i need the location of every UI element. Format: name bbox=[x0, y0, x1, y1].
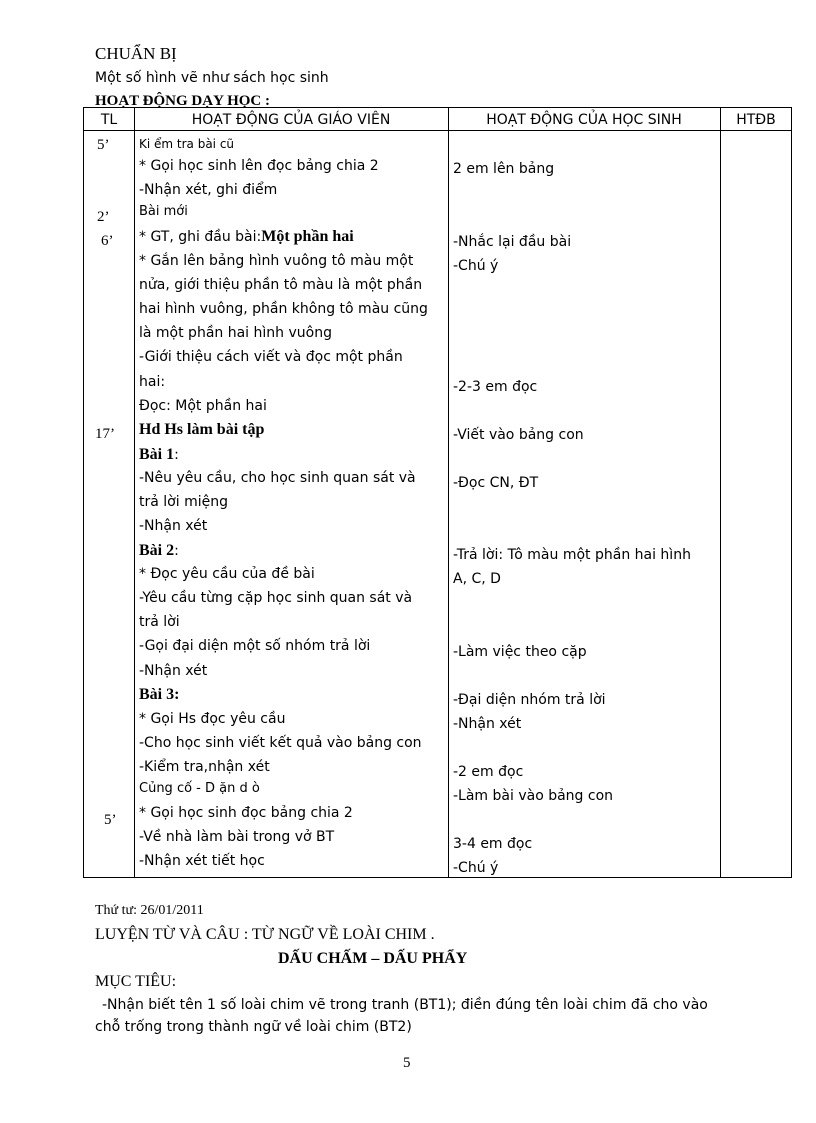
teacher-line: * GT, ghi đầu bài:Một phần hai bbox=[139, 228, 354, 245]
time-cell: 5’ bbox=[104, 812, 117, 828]
student-line: -Làm bài vào bảng con bbox=[453, 788, 614, 804]
teacher-line: * Gọi Hs đọc yêu cầu bbox=[139, 711, 286, 727]
date-line: Thứ tư: 26/01/2011 bbox=[95, 903, 204, 918]
student-line: -Đọc CN, ĐT bbox=[453, 475, 539, 491]
student-line: -Nhắc lại đầu bài bbox=[453, 234, 572, 250]
student-line: -Viết vào bảng con bbox=[453, 427, 584, 443]
teacher-line: -Nhận xét tiết học bbox=[139, 853, 265, 869]
page-number: 5 bbox=[403, 1055, 411, 1071]
objective-line: -Nhận biết tên 1 số loài chim vẽ trong tranh (BT1); điền đúng tên loài chim đã cho vào bbox=[102, 997, 708, 1013]
teacher-line: * Đọc yêu cầu của đề bài bbox=[139, 566, 315, 582]
student-line: 3-4 em đọc bbox=[453, 836, 533, 852]
header-note: HTĐB bbox=[736, 112, 776, 128]
objectives-title: MỤC TIÊU: bbox=[95, 973, 177, 990]
header-teacher: HOẠT ĐỘNG CỦA GIÁO VIÊN bbox=[191, 112, 391, 128]
teacher-line: -Giới thiệu cách viết và đọc một phần bbox=[139, 349, 403, 365]
student-line: -Đại diện nhóm trả lời bbox=[453, 692, 606, 708]
teacher-line: -Nêu yêu cầu, cho học sinh quan sát và bbox=[139, 470, 416, 486]
teacher-line: là một phần hai hình vuông bbox=[139, 325, 332, 341]
teacher-line: -Gọi đại diện một số nhóm trả lời bbox=[139, 638, 371, 654]
activities-title: HOẠT ĐỘNG DẠY HỌC : bbox=[95, 93, 271, 109]
teacher-line: Ki ểm tra bài cũ bbox=[139, 137, 235, 151]
prep-text: Một số hình vẽ như sách học sinh bbox=[95, 70, 329, 86]
teacher-line: * Gọi học sinh đọc bảng chia 2 bbox=[139, 805, 353, 821]
student-line: -2-3 em đọc bbox=[453, 379, 538, 395]
time-cell: 17’ bbox=[95, 426, 115, 442]
student-line: -2 em đọc bbox=[453, 764, 524, 780]
student-line: -Chú ý bbox=[453, 258, 499, 274]
teacher-line: Bài 1: bbox=[139, 446, 179, 463]
teacher-line: -Về nhà làm bài trong vở BT bbox=[139, 829, 335, 845]
lesson-table bbox=[83, 107, 792, 878]
student-line: A, C, D bbox=[453, 571, 501, 587]
header-divider bbox=[84, 130, 791, 131]
teacher-line: Hd Hs làm bài tập bbox=[139, 421, 265, 438]
teacher-line: * Gắn lên bảng hình vuông tô màu một bbox=[139, 253, 414, 269]
lesson-title: LUYỆN TỪ VÀ CÂU : TỪ NGỮ VỀ LOÀI CHIM . bbox=[95, 926, 435, 943]
teacher-line: nửa, giới thiệu phần tô màu là một phần bbox=[139, 277, 423, 293]
teacher-line: trả lời bbox=[139, 614, 180, 630]
column-divider bbox=[448, 108, 449, 877]
teacher-line: * Gọi học sinh lên đọc bảng chia 2 bbox=[139, 158, 379, 174]
student-line: -Làm việc theo cặp bbox=[453, 644, 587, 660]
time-cell: 2’ bbox=[97, 209, 110, 225]
teacher-line: -Nhận xét bbox=[139, 518, 208, 534]
teacher-line: Bài 3: bbox=[139, 686, 180, 703]
teacher-line: -Yêu cầu từng cặp học sinh quan sát và bbox=[139, 590, 413, 606]
teacher-line: Đọc: Một phần hai bbox=[139, 398, 267, 414]
teacher-line: hai: bbox=[139, 374, 166, 390]
student-line: -Chú ý bbox=[453, 860, 499, 876]
teacher-line: -Nhận xét bbox=[139, 663, 208, 679]
column-divider bbox=[134, 108, 135, 877]
time-cell: 6’ bbox=[101, 233, 114, 249]
teacher-line: -Cho học sinh viết kết quả vào bảng con bbox=[139, 735, 422, 751]
teacher-line: hai hình vuông, phần không tô màu cũng bbox=[139, 301, 428, 317]
header-tl: TL bbox=[100, 112, 118, 128]
lesson-subtitle: DẤU CHẤM – DẤU PHẨY bbox=[278, 950, 468, 967]
student-line: 2 em lên bảng bbox=[453, 161, 555, 177]
teacher-line: Bài mới bbox=[139, 204, 188, 219]
student-line: -Trả lời: Tô màu một phần hai hình bbox=[453, 547, 691, 563]
time-cell: 5’ bbox=[97, 137, 110, 153]
student-line: -Nhận xét bbox=[453, 716, 522, 732]
teacher-line: Bài 2: bbox=[139, 542, 179, 559]
prep-title: CHUẨN BỊ bbox=[95, 44, 177, 63]
teacher-line: trả lời miệng bbox=[139, 494, 228, 510]
teacher-line: -Kiểm tra,nhận xét bbox=[139, 759, 270, 775]
column-divider bbox=[720, 108, 721, 877]
header-student: HOẠT ĐỘNG CỦA HỌC SINH bbox=[486, 112, 682, 128]
objective-line: chỗ trống trong thành ngữ về loài chim (BT2) bbox=[95, 1019, 412, 1035]
teacher-line: Củng cố - D ặn d ò bbox=[139, 781, 260, 796]
teacher-line: -Nhận xét, ghi điểm bbox=[139, 182, 278, 198]
